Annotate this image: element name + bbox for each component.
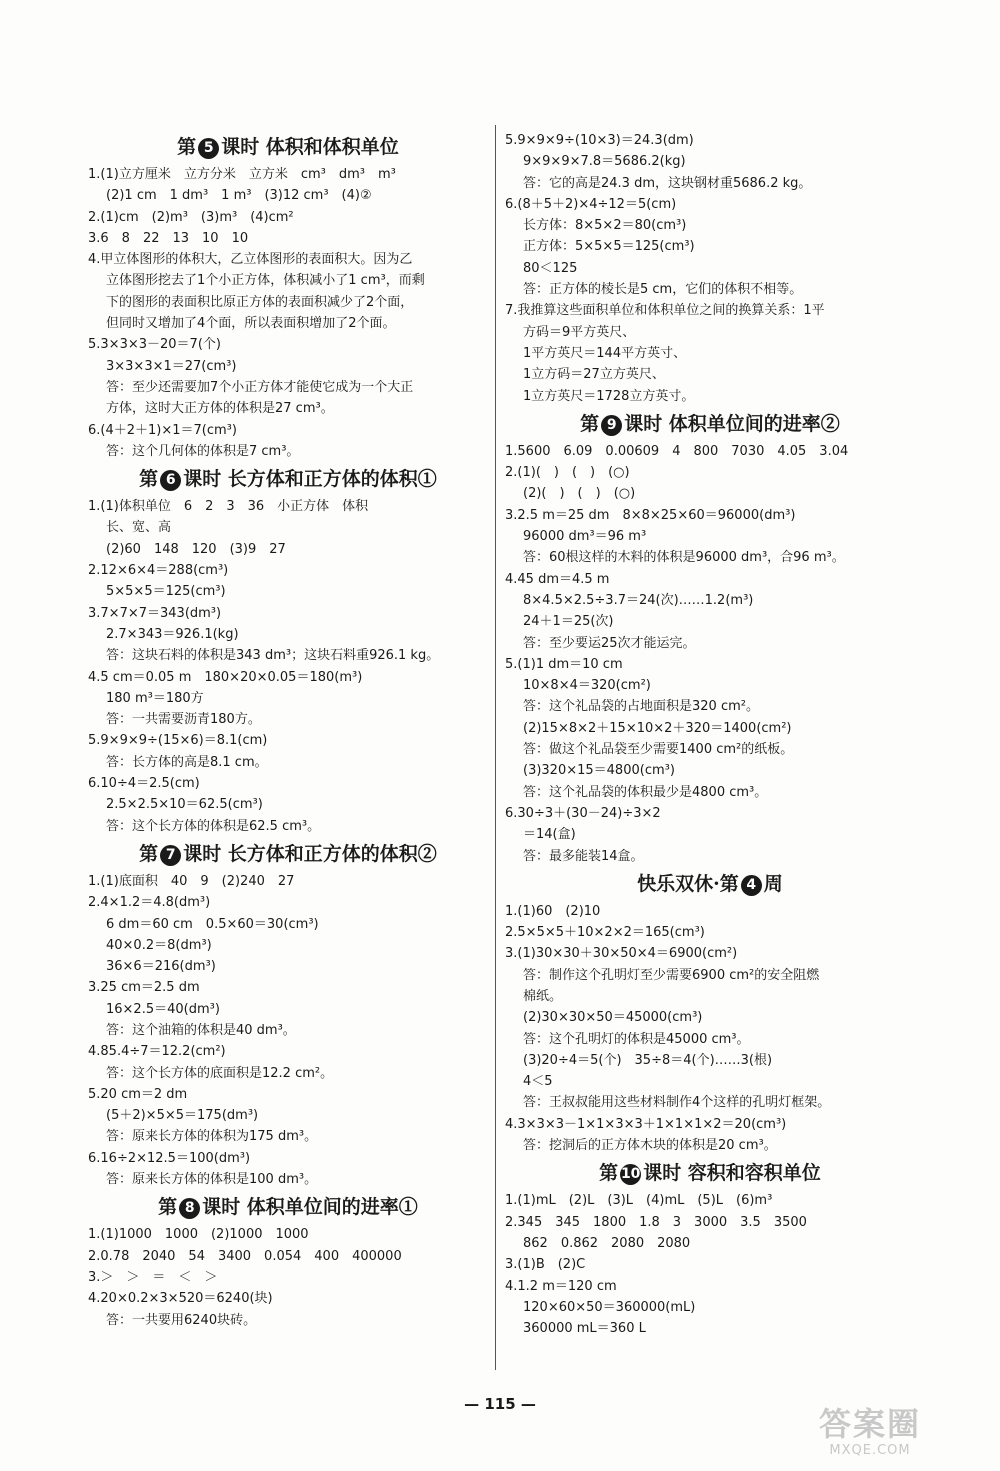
heading-prefix: 第 <box>139 468 159 491</box>
answer-line: 5.9×9×9÷(15×6)＝8.1(cm) <box>88 733 268 749</box>
answer-line: 棉纸。 <box>523 988 563 1004</box>
answer-line: 8×4.5×2.5÷3.7＝24(次)……1.2(m³) <box>523 592 754 608</box>
lesson-number-badge: 10 <box>620 1164 641 1185</box>
answer-line: 4.20×0.2×3×520＝6240(块) <box>88 1291 273 1307</box>
answer-line: 4.3×3×3－1×1×3×3＋1×1×1×2＝20(cm³) <box>505 1116 787 1132</box>
answer-line: 2.345 345 1800 1.8 3 3000 3.5 3500 <box>505 1214 807 1230</box>
answer-line: 答：原来长方体的体积为175 dm³。 <box>106 1129 318 1145</box>
answer-line: 答：至少要运25次才能运完。 <box>523 635 696 651</box>
answer-line: 1.(1)60 (2)10 <box>505 903 601 919</box>
answer-line: 40×0.2＝8(dm³) <box>106 937 212 953</box>
answer-line: 答：制作这个孔明灯至少需要6900 cm²的安全阻燃 <box>523 967 820 983</box>
answer-line: 2.7×343＝926.1(kg) <box>106 626 239 642</box>
answer-line: 3.＞ ＞ ＝ ＜ ＞ <box>88 1269 218 1285</box>
answer-line: (2)1 cm 1 dm³ 1 m³ (3)12 cm³ (4)② <box>106 188 372 204</box>
section-heading <box>505 867 915 901</box>
answer-line: 答：王叔叔能用这些材料制作4个这样的孔明灯框架。 <box>523 1095 831 1111</box>
answer-line: 1.5600 6.09 0.00609 4 800 7030 4.05 3.04 <box>505 443 849 459</box>
answer-line: 120×60×50＝360000(mL) <box>523 1299 696 1315</box>
answer-line: 答：这个礼品袋的占地面积是320 cm²。 <box>523 699 759 715</box>
answer-line: 2.5×2.5×10＝62.5(cm³) <box>106 797 263 813</box>
answer-line: (3)320×15＝4800(cm³) <box>523 763 675 779</box>
answer-line: 360000 mL＝360 L <box>523 1321 646 1337</box>
lesson-number-badge: 4 <box>741 875 762 896</box>
answer-line: 答：这个油箱的体积是40 dm³。 <box>106 1022 296 1038</box>
answer-line: 16×2.5＝40(dm³) <box>106 1001 220 1017</box>
answer-line: 3.(1)30×30＋30×50×4＝6900(cm²) <box>505 946 738 962</box>
watermark-text: 答案圈 <box>818 1405 921 1443</box>
answer-line: 答：挖洞后的正方体木块的体积是20 cm³。 <box>523 1138 777 1154</box>
answer-line: (2)60 148 120 (3)9 27 <box>106 541 286 557</box>
answer-line: 答：这个孔明灯的体积是45000 cm³。 <box>523 1031 750 1047</box>
answer-line: 5.9×9×9÷(10×3)＝24.3(dm) <box>505 133 694 148</box>
section-heading <box>88 1190 488 1224</box>
lesson-number-badge: 9 <box>601 415 622 436</box>
answer-line: 答：一共要用6240块砖。 <box>106 1312 257 1328</box>
answer-line: 6.(8＋5＋2)×4÷12＝5(cm) <box>505 196 677 212</box>
answer-line: 1立方英尺＝1728立方英寸。 <box>523 388 695 404</box>
right-column <box>505 130 915 1339</box>
answer-line: 4.85.4÷7＝12.2(cm²) <box>88 1044 226 1060</box>
answer-line: 答：原来长方体的体积是100 dm³。 <box>106 1172 318 1188</box>
answer-line: 答：60根这样的木料的体积是96000 dm³，合96 m³。 <box>523 550 845 566</box>
heading-title: 课时 体积和体积单位 <box>221 136 399 158</box>
answer-line: 方体，这时大正方体的体积是27 cm³。 <box>106 401 334 417</box>
heading-title: 课时 体积单位间的进率① <box>202 1196 418 1219</box>
answer-line: 5.3×3×3－20＝7(个) <box>88 337 221 353</box>
answer-line: 1.(1)立方厘米 立方分米 立方米 cm³ dm³ m³ <box>88 167 396 182</box>
heading-prefix: 第 <box>139 842 159 865</box>
answer-line: 3.(1)B (2)C <box>505 1257 586 1273</box>
heading-prefix: 第 <box>177 136 197 158</box>
answer-line: 6.16÷2×12.5＝100(dm³) <box>88 1150 251 1166</box>
heading-title: 课时 长方体和正方体的体积② <box>183 842 437 865</box>
watermark-url: MXQE.COM <box>829 1443 911 1458</box>
answer-line: 答：这块石料的体积是343 dm³；这块石料重926.1 kg。 <box>106 648 440 664</box>
heading-prefix: 第 <box>599 1162 619 1185</box>
section-heading <box>88 130 488 164</box>
lesson-number-badge: 7 <box>160 845 181 866</box>
answer-line: 答：它的高是24.3 dm，这块钢材重5686.2 kg。 <box>523 175 812 191</box>
section-heading <box>88 837 488 871</box>
answer-line: 答：至少还需要加7个小正方体才能使它成为一个大正 <box>106 379 414 395</box>
answer-line: 立体图形挖去了1个小正方体，体积减小了1 cm³，而剩 <box>106 273 425 289</box>
answer-line: (5＋2)×5×5＝175(dm³) <box>106 1108 259 1124</box>
answer-line: 1.(1)底面积 40 9 (2)240 27 <box>88 873 295 889</box>
heading-prefix: 快乐双休·第 <box>637 872 739 895</box>
answer-line: 6.30÷3＋(30－24)÷3×2 <box>505 805 661 821</box>
answer-line: 答：长方体的高是8.1 cm。 <box>106 754 268 770</box>
page-number: — 115 — <box>464 1395 536 1413</box>
answer-line: 4.45 dm＝4.5 m <box>505 571 610 587</box>
section-heading <box>88 462 488 496</box>
answer-line: 4＜5 <box>523 1074 553 1090</box>
answer-line: 4.甲立体图形的体积大，乙立体图形的表面积大。因为乙 <box>88 252 413 268</box>
answer-line: 6.10÷4＝2.5(cm) <box>88 776 200 792</box>
answer-line: 长、宽、高 <box>106 520 172 536</box>
answer-line: 2.12×6×4＝288(cm³) <box>88 563 229 579</box>
answer-line: 5×5×5＝125(cm³) <box>106 584 226 600</box>
answer-line: 答：这个几何体的体积是7 cm³。 <box>106 443 300 459</box>
heading-title: 课时 容积和容积单位 <box>643 1162 821 1185</box>
answer-line: 36×6＝216(dm³) <box>106 959 216 975</box>
answer-line: 2.4×1.2＝4.8(dm³) <box>88 895 211 911</box>
answer-line: 180 m³＝180方 <box>106 690 204 706</box>
heading-title: 周 <box>763 872 783 895</box>
heading-prefix: 第 <box>580 412 600 435</box>
answer-line: 1.(1)体积单位 6 2 3 36 小正方体 体积 <box>88 499 369 515</box>
answer-line: 5.(1)1 dm＝10 cm <box>505 656 623 672</box>
answer-line: 答：一共需要沥青180方。 <box>106 712 261 728</box>
answer-line: 2.5×5×5＋10×2×2＝165(cm³) <box>505 925 705 941</box>
answer-line: 6.(4＋2＋1)×1＝7(cm³) <box>88 422 237 438</box>
answer-line: 3.2.5 m＝25 dm 8×8×25×60＝96000(dm³) <box>505 507 796 523</box>
answer-line: 6 dm＝60 cm 0.5×60＝30(cm³) <box>106 916 319 932</box>
answer-line: 3.7×7×7＝343(dm³) <box>88 605 222 621</box>
answer-line: 1平方英尺＝144平方英寸、 <box>523 345 687 361</box>
answer-line: 2.(1)cm (2)m³ (3)m³ (4)cm² <box>88 209 294 225</box>
left-column <box>88 130 488 1331</box>
lesson-number-badge: 8 <box>179 1198 200 1219</box>
answer-line: 96000 dm³＝96 m³ <box>523 529 647 545</box>
column-divider <box>495 125 496 1370</box>
answer-line: ＝14(盒) <box>523 827 576 843</box>
answer-line: 4.5 cm＝0.05 m 180×20×0.05＝180(m³) <box>88 669 363 685</box>
answer-line: 下的图形的表面积比原正方体的表面积减少了2个面， <box>106 294 414 310</box>
answer-line: 正方体：5×5×5＝125(cm³) <box>523 239 695 255</box>
answer-line: 862 0.862 2080 2080 <box>523 1235 691 1251</box>
answer-line: 长方体：8×5×2＝80(cm³) <box>523 218 687 234</box>
answer-line: (2)30×30×50＝45000(cm³) <box>523 1010 703 1026</box>
answer-line: 9×9×9×7.8＝5686.2(kg) <box>523 154 686 170</box>
heading-title: 课时 体积单位间的进率② <box>624 412 840 435</box>
answer-line: 答：这个长方体的体积是62.5 cm³。 <box>106 818 321 834</box>
lesson-number-badge: 5 <box>198 138 219 159</box>
answer-line: 2.0.78 2040 54 3400 0.054 400 400000 <box>88 1248 402 1264</box>
answer-line: (2)15×8×2＋15×10×2＋320＝1400(cm²) <box>523 720 792 736</box>
answer-line: 1.(1)1000 1000 (2)1000 1000 <box>88 1227 309 1243</box>
watermark-logo <box>810 1405 930 1465</box>
lesson-number-badge: 6 <box>160 470 181 491</box>
answer-line: 但同时又增加了4个面，所以表面积增加了2个面。 <box>106 316 396 332</box>
answer-line: 10×8×4＝320(cm²) <box>523 678 651 694</box>
heading-title: 课时 长方体和正方体的体积① <box>183 468 437 491</box>
answer-line: 3.6 8 22 13 10 10 <box>88 230 249 246</box>
section-heading <box>505 407 915 441</box>
answer-line: 方码＝9平方英尺、 <box>523 324 636 340</box>
heading-prefix: 第 <box>158 1196 178 1219</box>
answer-line: 4.1.2 m＝120 cm <box>505 1278 617 1294</box>
section-heading <box>505 1156 915 1190</box>
answer-line: 1立方码＝27立方英尺、 <box>523 367 665 383</box>
answer-line: 1.(1)mL (2)L (3)L (4)mL (5)L (6)m³ <box>505 1193 773 1209</box>
answer-line: 答：最多能装14盒。 <box>523 848 644 864</box>
answer-line: 2.(1)( ) ( ) (○) <box>505 465 630 481</box>
answer-line: 答：这个长方体的底面积是12.2 cm²。 <box>106 1065 334 1081</box>
answer-line: (3)20÷4＝5(个) 35÷8＝4(个)……3(根) <box>523 1052 773 1068</box>
answer-line: 答：做这个礼品袋至少需要1400 cm²的纸板。 <box>523 742 794 758</box>
answer-line: 7.我推算这些面积单位和体积单位之间的换算关系：1平 <box>505 303 825 319</box>
answer-line: (2)( ) ( ) (○) <box>523 486 636 502</box>
answer-line: 3.25 cm＝2.5 dm <box>88 980 200 996</box>
answer-line: 3×3×3×1＝27(cm³) <box>106 358 237 374</box>
answer-line: 答：这个礼品袋的体积最少是4800 cm³。 <box>523 784 768 800</box>
answer-line: 80＜125 <box>523 260 578 276</box>
answer-line: 答：正方体的棱长是5 cm，它们的体积不相等。 <box>523 282 803 298</box>
answer-line: 5.20 cm＝2 dm <box>88 1086 188 1102</box>
answer-line: 24＋1＝25(次) <box>523 614 614 630</box>
